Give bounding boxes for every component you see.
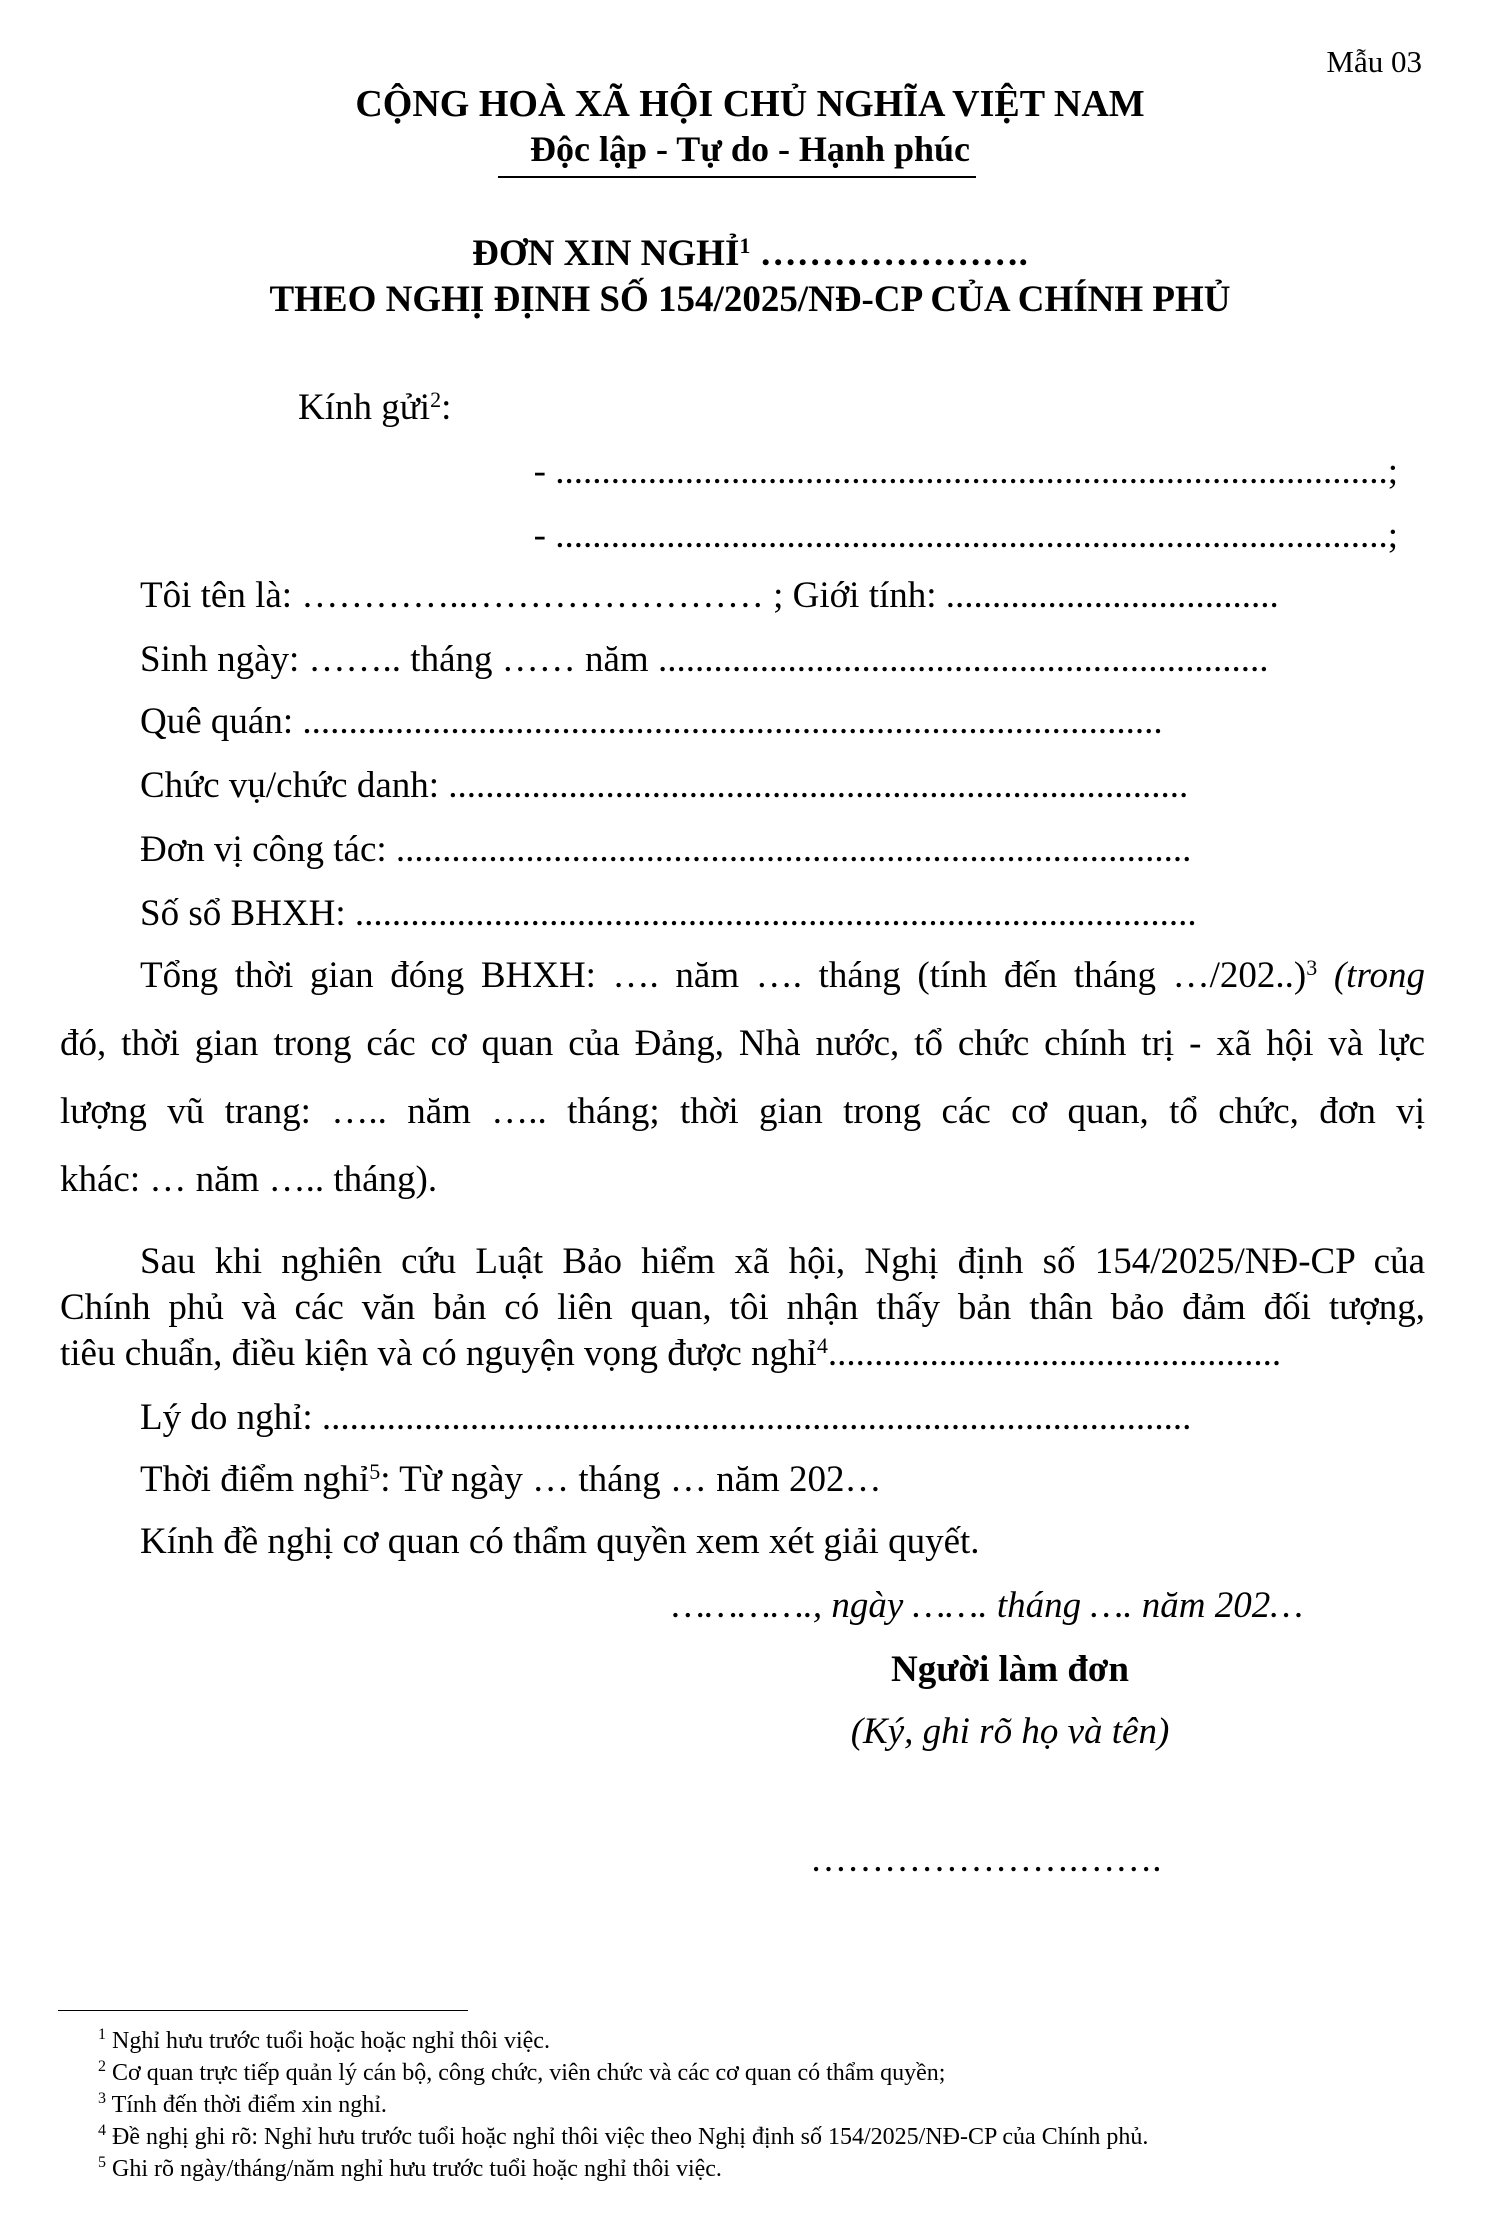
footnote-ref-2: 2: [430, 387, 442, 412]
footnote-2-text: Cơ quan trực tiếp quản lý cán bộ, công chức, viên chức và các cơ quan có thẩm quyền;: [106, 2060, 946, 2086]
motto-underline: [498, 176, 976, 178]
national-motto: Độc lập - Tự do - Hạnh phúc: [529, 129, 971, 169]
date-of-birth-field[interactable]: Sinh ngày: …….. tháng …… năm ..................................................................: [140, 639, 1269, 680]
insurance-book-field[interactable]: Số sổ BHXH: ...........................................................................................: [140, 893, 1197, 934]
signature-date-line[interactable]: …………., ngày ……. tháng …. năm 202…: [672, 1585, 1304, 1626]
position-field[interactable]: Chức vụ/chức danh: ................................................................................: [140, 765, 1189, 806]
request-line-3-dots: .................................................: [827, 1333, 1282, 1374]
request-line-3-text: tiêu chuẩn, điều kiện và có nguyện vọng được nghỉ: [60, 1333, 817, 1374]
recipient-line-2[interactable]: - ..........................................................................................;: [533, 515, 1398, 556]
footnote-5-number: 5: [98, 2154, 106, 2171]
footnote-ref-5: 5: [369, 1459, 381, 1484]
footnote-3-number: 3: [98, 2090, 106, 2107]
recipient-label: [298, 386, 451, 429]
recipient-colon: :: [441, 387, 452, 428]
footnote-4-number: 4: [98, 2122, 106, 2139]
footnote-ref-4: 4: [816, 1333, 828, 1358]
leave-time-field[interactable]: [140, 1458, 882, 1501]
form-title-blank: ………………….: [750, 233, 1028, 274]
form-title-text: ĐƠN XIN NGHỈ: [472, 233, 740, 274]
reason-field[interactable]: Lý do nghỉ: ..............................................................................................: [140, 1397, 1192, 1438]
footnote-2: [98, 2060, 945, 2087]
work-unit-field[interactable]: Đơn vị công tác: ......................................................................................: [140, 829, 1192, 870]
recipient-label-text: Kính gửi: [298, 387, 431, 428]
footnote-ref-1: 1: [739, 233, 751, 258]
leave-time-value: : Từ ngày … tháng … năm 202…: [380, 1459, 882, 1500]
closing-request: Kính đề nghị cơ quan có thẩm quyền xem xét giải quyết.: [140, 1521, 980, 1562]
insurance-time-trong: (trong: [1317, 955, 1425, 996]
footnote-1-number: 1: [98, 2026, 106, 2043]
insurance-time-line-3[interactable]: lượng vũ trang: ….. năm ….. tháng; thời gian trong các cơ quan, tổ chức, đơn vị: [60, 1091, 1425, 1132]
footnote-5-text: Ghi rõ ngày/tháng/năm nghỉ hưu trước tuổi hoặc nghỉ thôi việc.: [106, 2156, 722, 2182]
footnote-3: [98, 2092, 387, 2119]
national-title: CỘNG HOÀ XÃ HỘI CHỦ NGHĨA VIỆT NAM: [355, 83, 1145, 125]
name-gender-field[interactable]: Tôi tên là: …………..…………………… ; Giới tính: ....................................: [140, 575, 1279, 616]
signature-name-line[interactable]: ………………….…….: [810, 1839, 1162, 1880]
insurance-time-line-1[interactable]: [140, 954, 1425, 997]
recipient-line-1[interactable]: - ..........................................................................................;: [533, 451, 1398, 492]
request-line-3[interactable]: [60, 1332, 1385, 1375]
hometown-field[interactable]: Quê quán: .............................................................................................: [140, 701, 1163, 742]
form-code: Mẫu 03: [1326, 44, 1422, 79]
footnote-1: [98, 2028, 550, 2055]
footnote-ref-3: 3: [1306, 955, 1318, 980]
footnote-2-number: 2: [98, 2058, 106, 2075]
footnote-separator: [58, 2010, 468, 2011]
insurance-time-text: Tổng thời gian đóng BHXH: …. năm …. tháng (tính đến tháng …/202..): [140, 955, 1307, 996]
insurance-time-line-2: đó, thời gian trong các cơ quan của Đảng, Nhà nước, tổ chức chính trị - xã hội và lực: [60, 1023, 1425, 1064]
footnote-4: [98, 2124, 1148, 2151]
signature-title: Người làm đơn: [891, 1649, 1129, 1690]
footnote-4-text: Đề nghị ghi rõ: Nghỉ hưu trước tuổi hoặc nghỉ thôi việc theo Nghị định số 154/2025/NĐ-CP của Chính phủ.: [106, 2124, 1149, 2150]
signature-instruction: (Ký, ghi rõ họ và tên): [850, 1711, 1170, 1752]
footnote-1-text: Nghỉ hưu trước tuổi hoặc hoặc nghỉ thôi việc.: [106, 2028, 550, 2054]
form-title: [0, 232, 1500, 275]
request-line-1: Sau khi nghiên cứu Luật Bảo hiểm xã hội, Nghị định số 154/2025/NĐ-CP của: [140, 1241, 1425, 1282]
footnote-5: [98, 2156, 722, 2183]
request-line-2: Chính phủ và các văn bản có liên quan, tôi nhận thấy bản thân bảo đảm đối tượng,: [60, 1287, 1425, 1328]
insurance-time-line-4[interactable]: khác: … năm ….. tháng).: [60, 1159, 438, 1200]
footnote-3-text: Tính đến thời điểm xin nghỉ.: [106, 2092, 387, 2118]
leave-time-label: Thời điểm nghỉ: [140, 1459, 370, 1500]
form-subtitle: THEO NGHỊ ĐỊNH SỐ 154/2025/NĐ-CP CỦA CHÍNH PHỦ: [269, 279, 1231, 320]
